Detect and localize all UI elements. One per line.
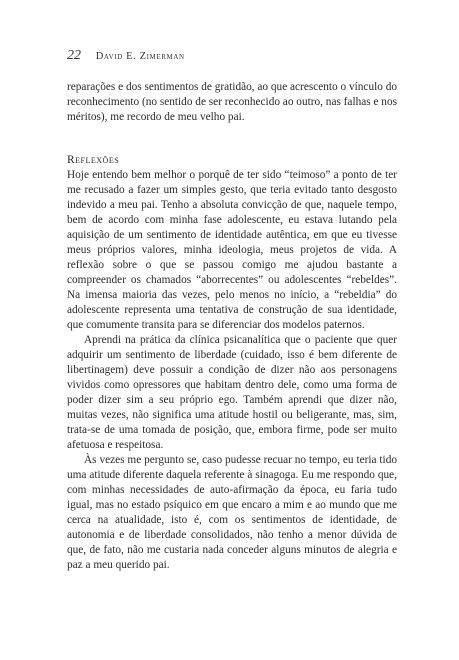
section-paragraph-2: Aprendi na prática da clínica psicanalítica que o paciente que quer adquirir um sentimento de liberdade (cuidado, isso é bem diferente de libertinagem) deve possuir a condição de dizer não aos personagens vividos como opressores que habitam dentro dele, como uma forma de poder dizer sim a seu próprio ego. Também aprendi que dizer não, muitas vezes, não significa uma atitude hostil ou beligerante, mas, sim, trata-se de uma tomada de posição, que, embora firme, pode ser muito afetuosa e respeitosa. <box>67 334 397 451</box>
page-number: 22 <box>67 48 81 63</box>
section-paragraph-1: Hoje entendo bem melhor o porquê de ter sido “teimoso” a ponto de ter me recusado a fazer um simples gesto, que teria evitado tanto desgosto indevido a meu pai. Tenho a absoluta convicção de que, naquele tempo, bem de acordo com minha fase adolescente, eu estava lutando pela aquisição de um sentimento de identidade autêntica, em que eu tivesse meus próprios valores, minha ideologia, meus projetos de vida. A reflexão sobre o que se passou comigo me ajudou bastante a compreender os chamados “aborrecentes” ou adolescentes “rebeldes”. Na imensa maioria das vezes, pelo menos no início, a “rebeldia” do adolescente representa uma tentativa de construção de sua identidade, que comumente transita para se diferenciar dos modelos paternos. <box>67 169 397 331</box>
running-head-author: David E. Zimerman <box>95 51 185 62</box>
section-heading: Reflexões <box>67 154 120 166</box>
section-reflexoes <box>67 153 397 573</box>
intro-text-block <box>67 80 397 125</box>
section-paragraph-3: Às vezes me pergunto se, caso pudesse recuar no tempo, eu teria tido uma atitude diferente daquela referente à sinagoga. Eu me respondo que, com minhas necessidades de auto-afirmação da época, eu faria tudo igual, mas no estado psíquico em que encaro a mim e ao mundo que me cerca na atualidade, isto é, com os sentimentos de identidade, de autonomia e de liberdade consolidados, não tenho a menor dúvida de que, de fato, não me custaria nada conceder alguns minutos de alegria e paz a meu querido pai. <box>67 454 397 571</box>
intro-paragraph: reparações e dos sentimentos de gratidão, ao que acrescento o vínculo do reconhecimento (no sentido de ser reconhecido ao outro, nas falhas e nos méritos), me recordo de meu velho pai. <box>67 81 398 123</box>
running-head <box>67 48 397 64</box>
